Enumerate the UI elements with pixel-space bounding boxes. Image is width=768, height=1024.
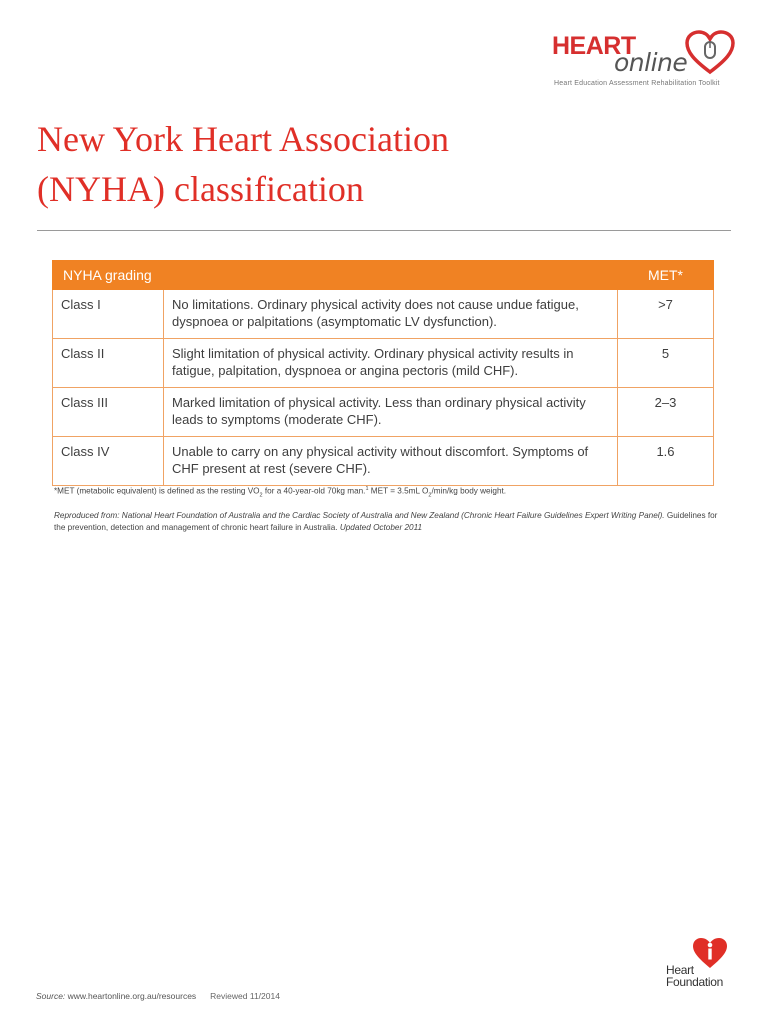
logo-heart-text: HEART xyxy=(552,32,636,60)
header-met: MET* xyxy=(618,261,714,290)
met-cell: 5 xyxy=(618,339,714,388)
hf-line-1: Heart xyxy=(666,963,694,977)
table-row xyxy=(53,388,714,437)
class-cell: Class III xyxy=(53,388,164,437)
footnote-text: *MET (metabolic equivalent) is defined as the resting VO xyxy=(54,486,260,496)
source-line xyxy=(36,991,280,1001)
description-cell: Unable to carry on any physical activity without discomfort. Symptoms of CHF present at rest (severe CHF). xyxy=(164,437,618,486)
reproduced-updated: Updated October 2011 xyxy=(337,523,423,532)
footnote-text: for a 40-year-old 70kg man. xyxy=(262,486,366,496)
table-row xyxy=(53,437,714,486)
reproduced-guideline: Guidelines for the prevention, detection and management of chronic heart failure in Australia. xyxy=(54,511,718,532)
hf-line-2: Foundation xyxy=(666,975,724,989)
logo-tagline: Heart Education Assessment Rehabilitation Toolkit xyxy=(554,80,720,87)
met-footnote xyxy=(54,486,506,498)
description-cell: No limitations. Ordinary physical activity does not cause undue fatigue, dyspnoea or palpitations (asymptomatic LV dysfunction). xyxy=(164,290,618,339)
reproduced-source: Reproduced from: National Heart Foundation of Australia and the Cardiac Society of Australia and New Zealand (Chronic Heart Failure Guidelines Expert Writing Panel). xyxy=(54,511,665,520)
table-row xyxy=(53,290,714,339)
heart-mouse-icon xyxy=(684,30,736,76)
footnote-superscript: 1 xyxy=(365,486,369,492)
nyha-table xyxy=(52,260,714,486)
heart-online-logo xyxy=(548,28,738,90)
logo-online-text: online xyxy=(614,48,688,77)
heart-foundation-logo xyxy=(664,936,736,998)
description-cell: Slight limitation of physical activity. Ordinary physical activity results in fatigue, palpitation, dyspnoea or angina pectoris (mild CHF). xyxy=(164,339,618,388)
title-line-1: New York Heart Association xyxy=(37,119,449,159)
class-cell: Class IV xyxy=(53,437,164,486)
footnote-text: MET = 3.5mL O xyxy=(368,486,429,496)
page-title xyxy=(37,114,737,214)
footnote-subscript: 2 xyxy=(428,492,432,499)
source-label: Source: xyxy=(36,991,66,1001)
header-nyha-grading: NYHA grading xyxy=(53,261,618,290)
footnote-text: /min/kg body weight. xyxy=(431,486,507,496)
reproduced-from-note xyxy=(54,510,724,534)
footnote-subscript: 2 xyxy=(259,492,263,499)
met-cell: 2–3 xyxy=(618,388,714,437)
heart-foundation-label xyxy=(666,964,723,988)
source-url[interactable]: www.heartonline.org.au/resources xyxy=(65,991,197,1001)
table-header-row xyxy=(53,261,714,290)
description-cell: Marked limitation of physical activity. Less than ordinary physical activity leads to symptoms (moderate CHF). xyxy=(164,388,618,437)
met-cell: 1.6 xyxy=(618,437,714,486)
title-divider xyxy=(37,230,731,231)
title-line-2: (NYHA) classification xyxy=(37,169,364,209)
class-cell: Class I xyxy=(53,290,164,339)
class-cell: Class II xyxy=(53,339,164,388)
table-row xyxy=(53,339,714,388)
reviewed-date: Reviewed 11/2014 xyxy=(210,991,280,1001)
met-cell: >7 xyxy=(618,290,714,339)
